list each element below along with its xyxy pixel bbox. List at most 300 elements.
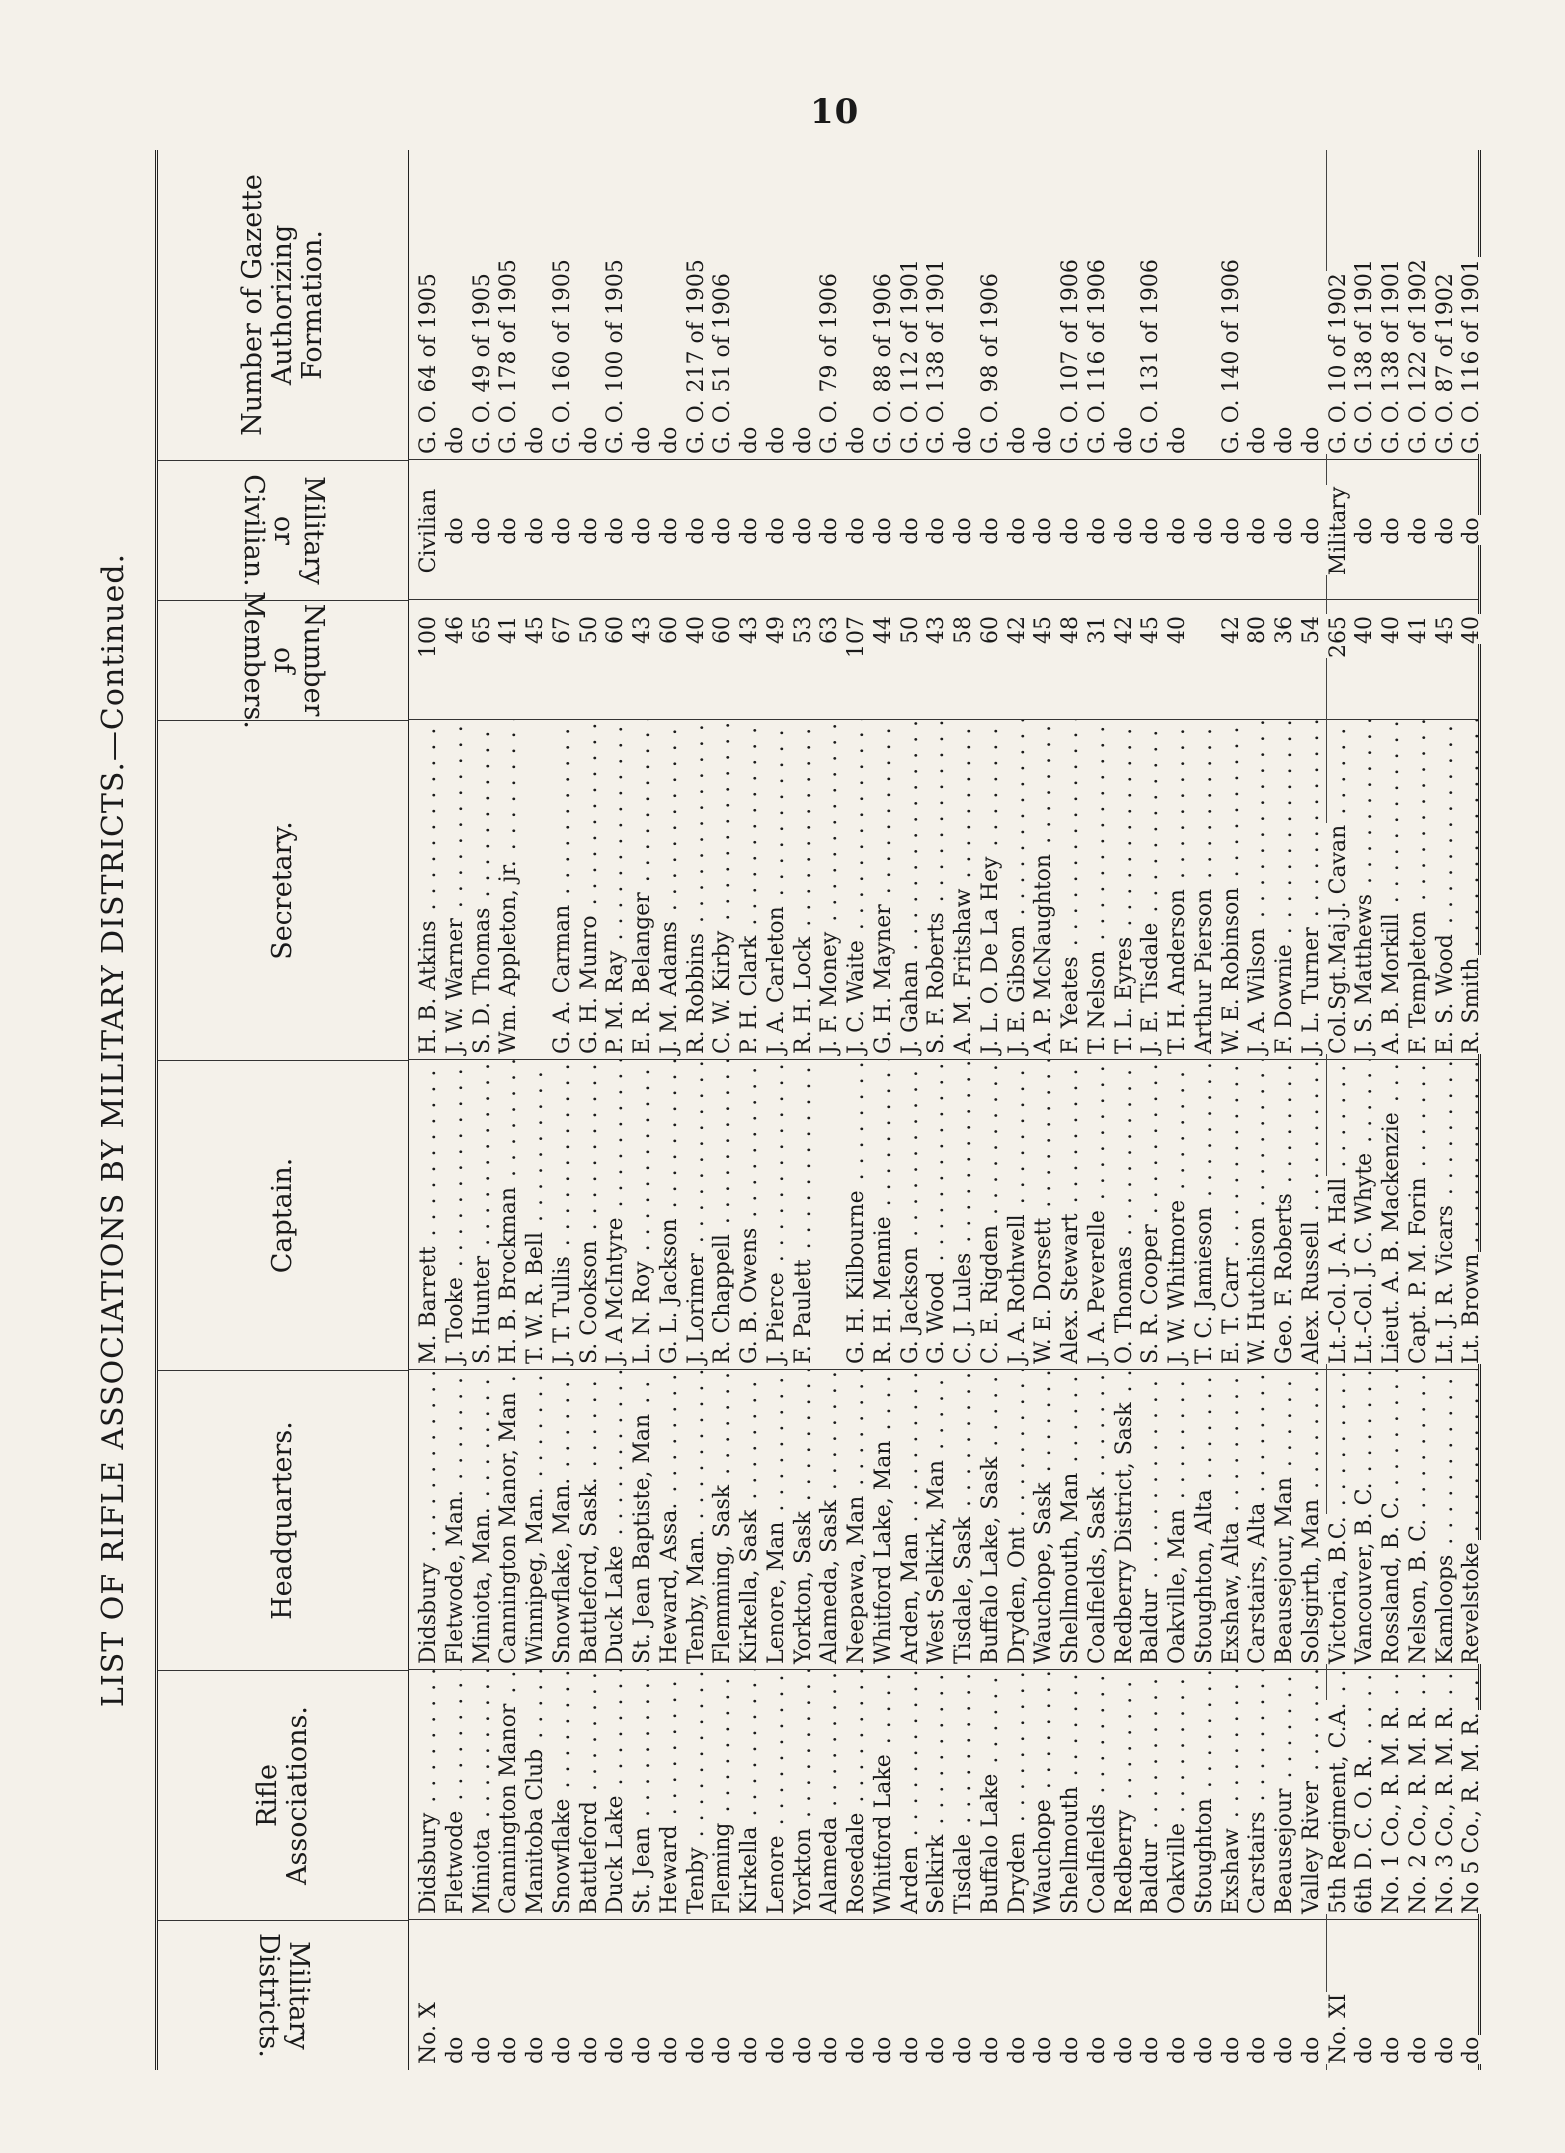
cell-association <box>817 1670 844 1920</box>
cell-type <box>1112 460 1139 600</box>
cell-secretary <box>1272 720 1299 1060</box>
cell-association <box>416 1670 443 1920</box>
cell-captain <box>898 1060 925 1370</box>
cell-captain-text: J. A. Rothwell <box>1004 1214 1030 1364</box>
cell-association-text: Buffalo Lake <box>977 1773 1003 1914</box>
cell-secretary <box>470 720 497 1060</box>
cell-secretary <box>1138 720 1165 1060</box>
cell-district-text: do <box>977 2036 1003 2064</box>
cell-gazette-text: G. O. 178 of 1905 <box>496 259 522 454</box>
cell-headquarters-text: Nelson, B. C. <box>1405 1518 1431 1664</box>
cell-members <box>416 600 443 720</box>
cell-members <box>577 600 604 720</box>
table-row <box>844 150 871 2070</box>
cell-members <box>1138 600 1165 720</box>
cell-members-text: 42 <box>1111 616 1137 644</box>
cell-members-text: 53 <box>790 616 816 644</box>
cell-gazette-text: G. O. 10 of 1902 <box>1325 273 1351 454</box>
cell-captain <box>630 1060 657 1370</box>
table-row <box>416 150 443 2070</box>
cell-members-text: 60 <box>977 616 1003 644</box>
cell-type <box>1459 460 1486 600</box>
cell-gazette <box>844 150 871 460</box>
cell-district <box>1433 1920 1460 2070</box>
cell-gazette-text: do <box>951 426 976 454</box>
cell-type <box>1138 460 1165 600</box>
cell-members-text: 40 <box>1165 616 1190 644</box>
cell-association-text: Arden <box>897 1846 923 1914</box>
cell-type-text: do <box>763 517 789 545</box>
cell-gazette-text: do <box>1245 426 1271 454</box>
cell-association-text: No 5 Co., R. M. R. <box>1459 1712 1485 1914</box>
cell-members-text: 65 <box>469 616 495 644</box>
cell-headquarters <box>817 1370 844 1670</box>
cell-district <box>1085 1920 1112 2070</box>
cell-type-text: do <box>817 517 843 545</box>
cell-district-text: do <box>1138 2036 1164 2064</box>
cell-secretary-text: J. Gahan <box>897 960 923 1054</box>
cell-type <box>951 460 978 600</box>
cell-secretary-text: J. A. Wilson <box>1245 928 1271 1054</box>
cell-district-text: do <box>1165 2036 1190 2064</box>
cell-captain-text: Lt.-Col. J. A. Hall <box>1325 1177 1351 1364</box>
cell-type <box>443 460 470 600</box>
cell-type <box>550 460 577 600</box>
cell-gazette <box>737 150 764 460</box>
cell-gazette-text: do <box>1111 426 1137 454</box>
cell-gazette-text: G. O. 51 of 1906 <box>710 273 736 454</box>
cell-secretary <box>737 720 764 1060</box>
table-row <box>1352 150 1379 2070</box>
cell-members-text: 60 <box>710 616 736 644</box>
cell-district <box>924 1920 951 2070</box>
cell-association-text: Oakville <box>1165 1822 1190 1914</box>
cell-district <box>791 1920 818 2070</box>
cell-type-text: do <box>1111 517 1137 545</box>
cell-type <box>817 460 844 600</box>
cell-district-text: do <box>576 2036 602 2064</box>
table-row <box>523 150 550 2070</box>
cell-members-text: 43 <box>630 616 655 644</box>
cell-district <box>684 1920 711 2070</box>
cell-gazette <box>1299 150 1326 460</box>
cell-members-text: 45 <box>523 616 548 644</box>
cell-association-text: Alameda <box>817 1816 843 1914</box>
table-row <box>871 150 898 2070</box>
cell-members <box>1326 600 1353 720</box>
cell-district-text: do <box>951 2036 976 2064</box>
cell-district <box>1112 1920 1139 2070</box>
cell-gazette <box>924 150 951 460</box>
cell-district-text: do <box>469 2036 495 2064</box>
cell-district <box>1326 1920 1353 2070</box>
cell-district-text: do <box>1031 2036 1057 2064</box>
cell-secretary <box>416 720 443 1060</box>
cell-members <box>1379 600 1406 720</box>
cell-captain-text: Geo. F. Roberts <box>1272 1193 1297 1364</box>
cell-captain-text: Capt. P. M. Forin <box>1405 1177 1431 1364</box>
cell-members <box>1085 600 1112 720</box>
cell-headquarters <box>791 1370 818 1670</box>
cell-type <box>1005 460 1032 600</box>
cell-captain-text: L. N. Roy <box>630 1261 655 1364</box>
cell-association <box>898 1670 925 1920</box>
cell-gazette <box>1459 150 1486 460</box>
cell-captain <box>764 1060 791 1370</box>
cell-district-text: do <box>1298 2036 1324 2064</box>
cell-district <box>1058 1920 1085 2070</box>
cell-captain-text <box>817 1362 842 1364</box>
cell-headquarters <box>898 1370 925 1670</box>
cell-captain-text: E. T. Carr <box>1218 1257 1244 1364</box>
cell-members <box>1459 600 1486 720</box>
cell-district <box>577 1920 604 2070</box>
cell-members-text: 48 <box>1058 616 1083 644</box>
cell-gazette-text: do <box>737 426 762 454</box>
cell-secretary <box>924 720 951 1060</box>
cell-association <box>630 1670 657 1920</box>
cell-district <box>1352 1920 1379 2070</box>
cell-type-text: do <box>1272 517 1297 545</box>
cell-secretary <box>630 720 657 1060</box>
cell-type-text: do <box>790 517 816 545</box>
cell-association-text: Valley River <box>1298 1780 1324 1914</box>
cell-headquarters-text: Baldur <box>1138 1588 1164 1664</box>
cell-district <box>1299 1920 1326 2070</box>
cell-district-text: do <box>523 2036 548 2064</box>
cell-headquarters <box>844 1370 871 1670</box>
cell-district-text: do <box>1084 2036 1110 2064</box>
cell-association <box>1031 1670 1058 1920</box>
cell-gazette-text: G. O. 217 of 1905 <box>683 259 709 454</box>
cell-association-text: Selkirk <box>924 1834 950 1914</box>
cell-type-text: do <box>951 517 976 545</box>
cell-members <box>898 600 925 720</box>
cell-members <box>764 600 791 720</box>
cell-headquarters <box>924 1370 951 1670</box>
table-row <box>1299 150 1327 2070</box>
cell-captain <box>871 1060 898 1370</box>
cell-gazette <box>1245 150 1272 460</box>
cell-district-text: do <box>1432 2036 1458 2064</box>
cell-captain-text: C. J. Lules <box>951 1252 976 1364</box>
cell-association-text: Cannington Manor <box>496 1703 522 1914</box>
cell-gazette-text: do <box>576 426 602 454</box>
cell-association-text: Wauchope <box>1031 1799 1057 1914</box>
cell-district <box>1406 1920 1433 2070</box>
cell-secretary-text: C. W. Kirby <box>710 930 736 1054</box>
cell-association <box>1352 1670 1379 1920</box>
cell-members <box>1299 600 1326 720</box>
cell-secretary-text <box>523 1052 548 1054</box>
cell-headquarters-text: Exshaw, Alta <box>1218 1521 1244 1664</box>
cell-captain <box>924 1060 951 1370</box>
table-row <box>630 150 657 2070</box>
cell-captain <box>1459 1060 1486 1370</box>
cell-type-text: do <box>1245 517 1271 545</box>
cell-headquarters <box>1245 1370 1272 1670</box>
table-row <box>1245 150 1272 2070</box>
cell-captain-text: S. Hunter <box>469 1255 495 1364</box>
cell-secretary-text: W. E. Robinson <box>1218 887 1244 1054</box>
cell-association <box>764 1670 791 1920</box>
header-district: Military Districts. <box>158 1920 408 2070</box>
cell-headquarters-text: Neepawa, Man <box>844 1495 869 1664</box>
cell-captain <box>978 1060 1005 1370</box>
cell-association <box>1058 1670 1085 1920</box>
cell-members <box>630 600 657 720</box>
cell-type-text: do <box>1218 517 1244 545</box>
cell-district <box>523 1920 550 2070</box>
cell-type-text: do <box>1432 517 1458 545</box>
cell-captain <box>1192 1060 1219 1370</box>
cell-gazette <box>1138 150 1165 460</box>
cell-gazette <box>791 150 818 460</box>
cell-headquarters <box>1379 1370 1406 1670</box>
header-members: Number of Members. <box>158 600 408 720</box>
cell-association-text: Duck Lake <box>603 1795 629 1914</box>
cell-secretary-text: J. W. Warner <box>442 918 468 1054</box>
cell-captain-text: J. W. Whitmore <box>1165 1199 1190 1364</box>
cell-members <box>1058 600 1085 720</box>
cell-members <box>978 600 1005 720</box>
cell-district <box>978 1920 1005 2070</box>
cell-gazette-text: G. O. 140 of 1906 <box>1218 259 1244 454</box>
cell-association <box>1245 1670 1272 1920</box>
cell-captain <box>1326 1060 1353 1370</box>
cell-secretary <box>898 720 925 1060</box>
document-title: LIST OF RIFLE ASSOCIATIONS BY MILITARY DISTRICTS.—Continued. <box>96 552 131 1708</box>
cell-members <box>1272 600 1299 720</box>
cell-district-text: do <box>790 2036 816 2064</box>
cell-headquarters-text: Battleford, Sask. <box>576 1477 602 1664</box>
cell-district-text: do <box>656 2036 682 2064</box>
cell-gazette-text: do <box>1165 426 1190 454</box>
cell-association-text: Manitoba Club <box>523 1748 548 1914</box>
cell-association <box>1112 1670 1139 1920</box>
cell-members-text: 40 <box>683 616 709 644</box>
cell-secretary-text: Arthur Pierson <box>1191 888 1217 1054</box>
cell-captain-text: Lieut. A. B. Mackenzie <box>1379 1112 1404 1364</box>
cell-secretary <box>657 720 684 1060</box>
table-row <box>1326 150 1353 2070</box>
cell-gazette-text: do <box>1272 426 1297 454</box>
cell-district-text: do <box>1379 2036 1404 2064</box>
cell-captain <box>1299 1060 1326 1370</box>
cell-gazette-text: G. O. 79 of 1906 <box>817 273 843 454</box>
cell-headquarters <box>550 1370 577 1670</box>
cell-district-text: do <box>1191 2036 1217 2064</box>
cell-headquarters-text: Winnipeg, Man. <box>523 1487 548 1664</box>
cell-secretary-text: H. B. Atkins <box>416 920 441 1054</box>
cell-district-text: do <box>1272 2036 1297 2064</box>
cell-headquarters-text: Tisdale, Sask <box>951 1516 976 1664</box>
cell-type <box>470 460 497 600</box>
cell-secretary-text: P. M. Ray <box>603 950 629 1054</box>
cell-captain <box>1112 1060 1139 1370</box>
cell-members <box>924 600 951 720</box>
cell-headquarters <box>737 1370 764 1670</box>
cell-type <box>1085 460 1112 600</box>
cell-type-text: do <box>549 517 575 545</box>
cell-association-text: Exshaw <box>1218 1828 1244 1914</box>
cell-captain <box>1165 1060 1192 1370</box>
cell-gazette <box>951 150 978 460</box>
cell-captain <box>603 1060 630 1370</box>
table-row <box>1192 150 1219 2070</box>
cell-association-text: Beausejour <box>1272 1788 1297 1914</box>
cell-headquarters-text: Flemming, Sask <box>710 1484 736 1664</box>
cell-headquarters-text: Vancouver, B. C. <box>1352 1482 1378 1664</box>
cell-secretary-text: J. C. Waite <box>844 940 869 1054</box>
table-row <box>1031 150 1058 2070</box>
header-captain: Captain. <box>158 1060 408 1370</box>
cell-type-text: do <box>1004 517 1030 545</box>
cell-headquarters <box>1299 1370 1326 1670</box>
cell-association <box>684 1670 711 1920</box>
cell-members-text: 58 <box>951 616 976 644</box>
table-row <box>603 150 630 2070</box>
cell-members <box>951 600 978 720</box>
cell-headquarters-text: Shellmouth, Man <box>1058 1472 1083 1664</box>
cell-association <box>1005 1670 1032 1920</box>
cell-gazette <box>657 150 684 460</box>
cell-secretary-text: R. H. Lock <box>790 936 816 1054</box>
cell-headquarters <box>1005 1370 1032 1670</box>
cell-headquarters <box>1406 1370 1433 1670</box>
cell-association <box>844 1670 871 1920</box>
cell-members <box>844 600 871 720</box>
table-row <box>1219 150 1246 2070</box>
cell-type <box>710 460 737 600</box>
cell-gazette <box>577 150 604 460</box>
cell-district <box>550 1920 577 2070</box>
cell-captain <box>844 1060 871 1370</box>
cell-secretary <box>1058 720 1085 1060</box>
cell-association-text: No. 2 Co., R. M. R. <box>1405 1705 1431 1914</box>
cell-type-text: do <box>710 517 736 545</box>
cell-type-text: do <box>469 517 495 545</box>
cell-headquarters <box>951 1370 978 1670</box>
cell-members <box>791 600 818 720</box>
cell-association-text: Tisdale <box>951 1833 976 1914</box>
cell-type-text: do <box>656 517 682 545</box>
cell-captain-text: M. Barrett <box>416 1246 441 1364</box>
cell-members <box>1031 600 1058 720</box>
cell-district-text: do <box>763 2036 789 2064</box>
cell-gazette-text: G. O. 100 of 1905 <box>603 259 629 454</box>
cell-association-text: Fleming <box>710 1822 736 1914</box>
cell-captain-text: S. Cookson <box>576 1240 602 1364</box>
cell-members <box>1433 600 1460 720</box>
cell-type <box>1192 460 1219 600</box>
header-secretary: Secretary. <box>158 720 408 1060</box>
cell-association <box>496 1670 523 1920</box>
cell-association-text: Whitford Lake <box>870 1754 896 1914</box>
cell-members <box>496 600 523 720</box>
cell-gazette-text: G. O. 160 of 1905 <box>549 259 575 454</box>
cell-headquarters-text: Fletwode, Man. <box>442 1489 468 1664</box>
cell-type-text: do <box>897 517 923 545</box>
cell-type <box>737 460 764 600</box>
cell-type-text: do <box>630 517 655 545</box>
cell-captain <box>416 1060 443 1370</box>
cell-headquarters <box>1459 1370 1486 1670</box>
cell-secretary-text: E. S. Wood <box>1432 933 1458 1054</box>
cell-district <box>764 1920 791 2070</box>
cell-association-text: Rosedale <box>844 1812 869 1914</box>
cell-secretary <box>1379 720 1406 1060</box>
cell-headquarters <box>1326 1370 1353 1670</box>
cell-type-text: do <box>1379 517 1404 545</box>
rotated-table-area <box>85 130 1485 2130</box>
cell-gazette <box>523 150 550 460</box>
cell-secretary <box>577 720 604 1060</box>
cell-headquarters-text: Didsbury <box>416 1562 441 1664</box>
cell-association <box>657 1670 684 1920</box>
cell-district <box>898 1920 925 2070</box>
cell-captain-text: J. T. Tullis <box>549 1256 575 1364</box>
cell-district-text: do <box>924 2036 950 2064</box>
cell-headquarters <box>871 1370 898 1670</box>
cell-captain <box>1379 1060 1406 1370</box>
table-row <box>496 150 523 2070</box>
cell-headquarters-text: Revelstoke <box>1459 1542 1485 1664</box>
cell-members <box>603 600 630 720</box>
cell-type-text: do <box>737 517 762 545</box>
cell-secretary-text: J. S. Matthews <box>1352 893 1378 1054</box>
cell-district <box>1192 1920 1219 2070</box>
table-row <box>1112 150 1139 2070</box>
cell-district <box>710 1920 737 2070</box>
cell-secretary <box>496 720 523 1060</box>
cell-headquarters-text: Duck Lake <box>603 1545 629 1664</box>
cell-type-text: do <box>442 517 468 545</box>
cell-captain <box>470 1060 497 1370</box>
cell-captain-text: T. W. R. Bell <box>523 1232 548 1364</box>
cell-captain-text: J. Pierce <box>763 1272 789 1364</box>
cell-headquarters <box>1272 1370 1299 1670</box>
cell-members-text: 45 <box>1031 616 1057 644</box>
table-row <box>1433 150 1460 2070</box>
table-row <box>550 150 577 2070</box>
cell-gazette-text: do <box>442 426 468 454</box>
cell-headquarters-text: Dryden, Ont <box>1004 1527 1030 1664</box>
table-row <box>443 150 470 2070</box>
table-row <box>978 150 1005 2070</box>
cell-type <box>1326 460 1353 600</box>
cell-association-text: 6th D. C. O. R. <box>1352 1754 1378 1914</box>
cell-members <box>817 600 844 720</box>
cell-members <box>657 600 684 720</box>
cell-gazette <box>684 150 711 460</box>
cell-association <box>1192 1670 1219 1920</box>
cell-type <box>496 460 523 600</box>
header-association: Rifle Associations. <box>158 1670 408 1920</box>
cell-captain <box>1219 1060 1246 1370</box>
cell-district <box>1165 1920 1192 2070</box>
cell-captain-text: G. Wood <box>924 1271 950 1364</box>
cell-secretary <box>1112 720 1139 1060</box>
cell-captain-text: J. Lorimer <box>683 1253 709 1364</box>
cell-association-text: Stoughton <box>1191 1798 1217 1914</box>
cell-district-text: do <box>603 2036 629 2064</box>
cell-secretary-text: G. H. Mayner <box>870 904 896 1054</box>
cell-district <box>603 1920 630 2070</box>
cell-headquarters-text: Oakville, Man <box>1165 1509 1190 1664</box>
cell-district-text: do <box>549 2036 575 2064</box>
cell-members-text: 41 <box>496 616 522 644</box>
